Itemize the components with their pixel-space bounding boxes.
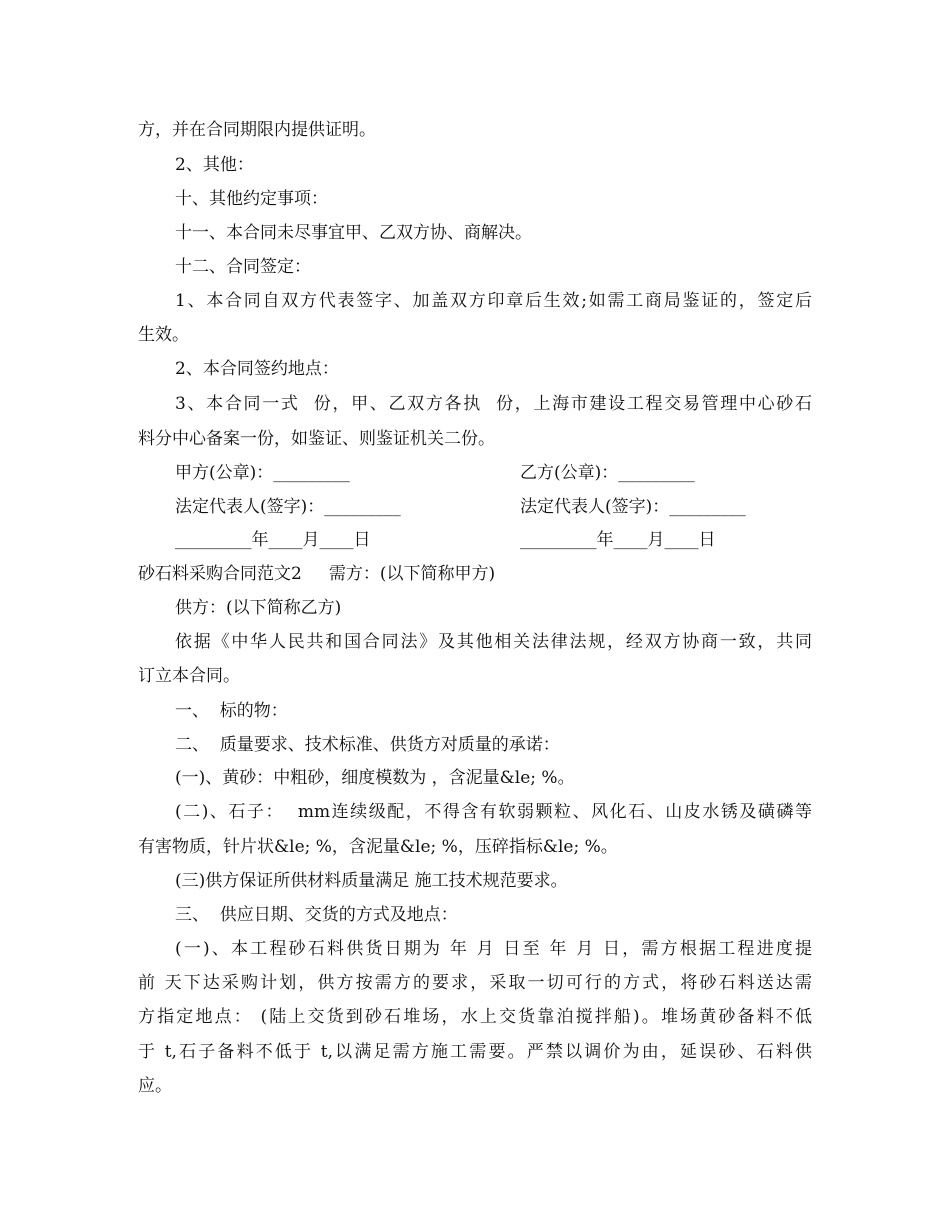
paragraph-line: 订立本合同。 — [138, 666, 240, 686]
paragraph-line: (三)供方保证所供材料质量满足 施工技术规范要求。 — [175, 871, 568, 891]
paragraph-line: 前 天下达采购计划，供方按需方的要求，采取一切可行的方式，将砂石料送达需 — [138, 973, 812, 993]
paragraph-line: 2、其他： — [175, 155, 254, 175]
signature-date-a: _________年____月____日 — [175, 530, 371, 550]
paragraph-line: (一)、本工程砂石料供货日期为 年 月 日至 年 月 日，需方根据工程进度提 — [175, 939, 812, 959]
section-heading: 一、 标的物： — [175, 701, 288, 721]
paragraph-line: 2、本合同签约地点： — [175, 359, 339, 379]
signature-date-b: _________年____月____日 — [520, 530, 716, 550]
paragraph-line: (二)、石子： mm连续级配，不得含有软弱颗粒、风化石、山皮水锈及磺磷等 — [175, 802, 812, 822]
paragraph-line: 依据《中华人民共和国合同法》及其他相关法律法规，经双方协商一致，共同 — [175, 632, 812, 652]
paragraph-line: 供方：(以下简称乙方) — [175, 598, 342, 618]
paragraph-line: 于 t,石子备料不低于 t,以满足需方施工需要。严禁以调价为由，延误砂、石料供 — [138, 1042, 812, 1062]
paragraph-line: 应。 — [138, 1076, 172, 1096]
signature-rep-a: 法定代表人(签字)：_________ — [175, 497, 401, 517]
paragraph-line: 有害物质，针片状&le; %，含泥量&le; %，压碎指标&le; %。 — [138, 837, 618, 857]
paragraph-line: 1、本合同自双方代表签字、加盖双方印章后生效;如需工商局鉴证的，签定后 — [175, 291, 812, 311]
section-heading: 十二、合同签定： — [175, 257, 311, 277]
section-heading: 二、 质量要求、技术标准、供货方对质量的承诺： — [175, 735, 560, 755]
paragraph-line: 方，并在合同期限内提供证明。 — [138, 120, 376, 140]
section-heading: 十、其他约定事项： — [175, 189, 328, 209]
signature-party-a: 甲方(公章)：_________ — [175, 463, 350, 483]
paragraph-line: (一)、黄砂：中粗砂，细度模数为 ，含泥量&le; %。 — [175, 768, 575, 788]
paragraph-line: 料分中心备案一份，如鉴证、则鉴证机关二份。 — [138, 429, 495, 449]
signature-rep-b: 法定代表人(签字)：_________ — [520, 497, 746, 517]
section-heading: 三、 供应日期、交货的方式及地点： — [175, 905, 458, 925]
paragraph-line: 方指定地点： (陆上交货到砂石堆场，水上交货靠泊搅拌船)。堆场黄砂备料不低 — [138, 1007, 812, 1027]
section-heading: 十一、本合同未尽事宜甲、乙双方协、商解决。 — [175, 223, 532, 243]
paragraph-line: 生效。 — [138, 325, 189, 345]
signature-party-b: 乙方(公章)：_________ — [520, 463, 695, 483]
document-title-line: 砂石料采购合同范文2 需方：(以下简称甲方) — [138, 564, 496, 584]
paragraph-line: 3、本合同一式 份，甲、乙双方各执 份，上海市建设工程交易管理中心砂石 — [175, 394, 812, 414]
